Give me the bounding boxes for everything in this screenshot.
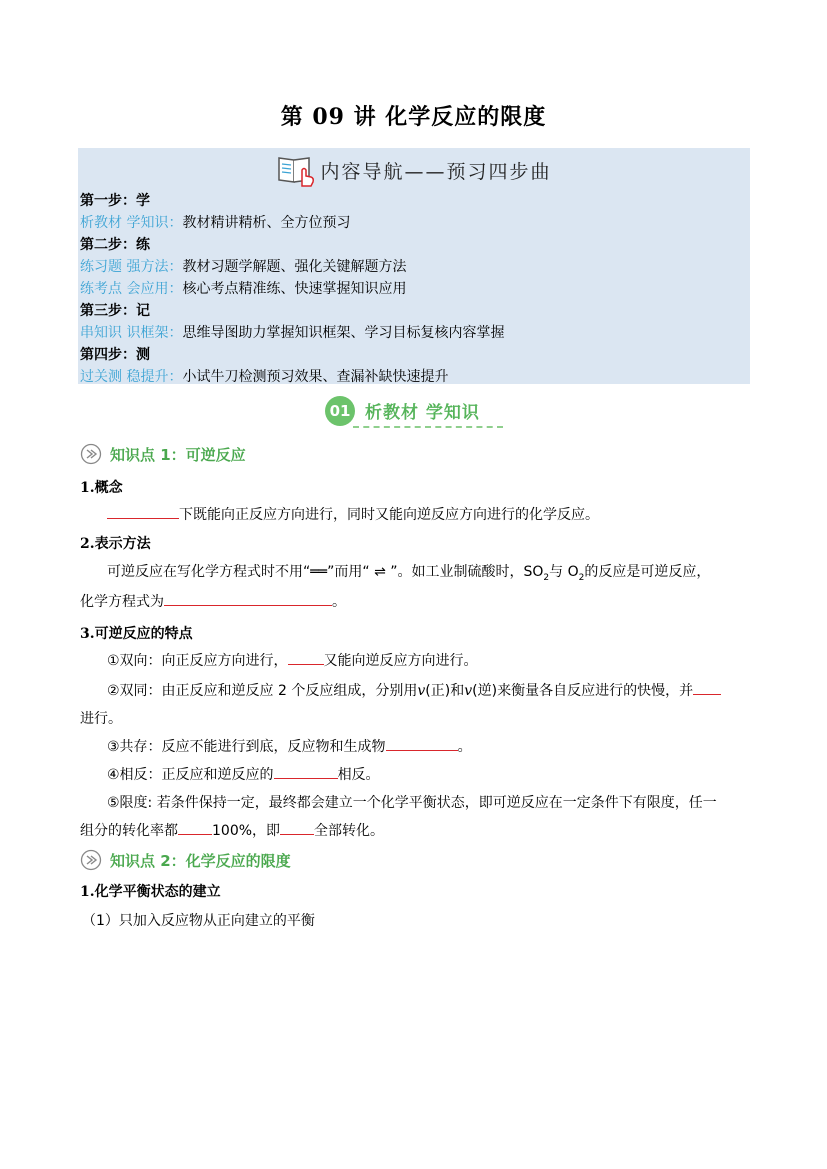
paragraph-text: 与 O	[549, 564, 579, 580]
nav-item	[80, 256, 504, 278]
paragraph-text: 化学方程式为	[80, 594, 164, 610]
paragraph-text: 又能向逆反应方向进行。	[323, 653, 478, 669]
concept-paragraph	[107, 504, 599, 524]
knowledge-point-title: 知识点 1：可逆反应	[110, 445, 246, 464]
paragraph-text: ④相反：正反应和逆反应的	[107, 767, 274, 783]
paragraph-text: 组分的转化率都	[80, 823, 178, 839]
paragraph-text: 下既能向正反应方向进行，同时又能向逆反应方向进行的化学反应。	[179, 507, 599, 523]
notation-paragraph	[107, 561, 710, 583]
nav-item-text: 思维导图助力掌握知识框架、学习目标复核内容掌握	[182, 325, 505, 341]
section-number: 01	[325, 396, 355, 426]
fill-blank[interactable]	[274, 764, 338, 779]
feature-3	[107, 736, 472, 756]
nav-item-text: 教材精讲精析、全方位预习	[182, 215, 351, 231]
section-label: 析教材 学知识	[365, 403, 480, 423]
italic-v: v	[417, 683, 426, 699]
step-label: 第三步：记	[80, 303, 150, 319]
section-underline	[353, 426, 503, 428]
paragraph-text: 。	[332, 594, 346, 610]
equilibrium-paragraph: （1）只加入反应物从正向建立的平衡	[82, 913, 315, 929]
subscript: 2	[578, 572, 585, 583]
paragraph-text: 全部转化。	[314, 823, 385, 839]
paragraph-text: 100%，即	[212, 823, 281, 839]
knowledge-point-2-heading	[80, 847, 291, 873]
step-label: 第四步：测	[80, 347, 150, 363]
paragraph-text: ③共存：反应不能进行到底，反应物和生成物	[107, 739, 386, 755]
fill-blank[interactable]	[280, 820, 314, 835]
paragraph-text: (正)和	[425, 683, 465, 699]
nav-item	[80, 322, 504, 344]
knowledge-point-title: 知识点 2：化学反应的限度	[110, 851, 291, 870]
heading-features: 3.可逆反应的特点	[80, 626, 193, 642]
nav-item	[80, 366, 504, 388]
chevron-circle-icon	[80, 849, 102, 871]
paragraph-text: 相反。	[337, 767, 380, 783]
nav-rows	[80, 190, 504, 388]
heading-notation: 2.表示方法	[80, 536, 151, 552]
content-navigation-box	[78, 148, 750, 384]
nav-item-label: 练考点 会应用：	[80, 281, 183, 297]
feature-5: ⑤限度: 若条件保持一定，最终都会建立一个化学平衡状态，即可逆反应在一定条件下有限度，任一	[107, 795, 717, 811]
feature-2-cont: 进行。	[80, 711, 122, 727]
fill-blank[interactable]	[693, 680, 721, 695]
paragraph-text: 可逆反应在写化学方程式时不用“══”而用“ ⇌ ”。如工业制硫酸时，SO	[107, 564, 544, 580]
nav-item	[80, 212, 504, 234]
nav-item-label: 练习题 强方法：	[80, 259, 183, 275]
nav-step-4	[80, 344, 504, 366]
equation-paragraph	[80, 591, 346, 611]
nav-item-label: 串知识 识框架：	[80, 325, 183, 341]
fill-blank[interactable]	[164, 591, 332, 606]
nav-step-3	[80, 300, 504, 322]
nav-item-text: 核心考点精准练、快速掌握知识应用	[182, 281, 407, 297]
fill-blank[interactable]	[178, 820, 212, 835]
feature-4	[107, 764, 380, 784]
feature-1	[107, 650, 478, 670]
feature-2	[107, 680, 721, 700]
heading-concept: 1.概念	[80, 480, 123, 496]
fill-blank[interactable]	[288, 650, 324, 665]
nav-heading: 内容导航——预习四步曲	[320, 160, 552, 183]
book-touch-icon	[276, 152, 316, 188]
section-badge	[325, 396, 505, 430]
page-title: 第 09 讲 化学反应的限度	[280, 104, 547, 130]
fill-blank[interactable]	[107, 504, 179, 519]
nav-item-label: 过关测 稳提升：	[80, 369, 183, 385]
subscript: 2	[543, 572, 550, 583]
nav-step-2	[80, 234, 504, 256]
heading-equilibrium: 1.化学平衡状态的建立	[80, 884, 221, 900]
paragraph-text: 。	[457, 739, 472, 755]
step-label: 第一步：学	[80, 193, 150, 209]
paragraph-text: (逆)来衡量各自反应进行的快慢，并	[472, 683, 694, 699]
paragraph-text: ①双向：向正反应方向进行，	[107, 653, 288, 669]
nav-header	[78, 152, 750, 190]
fill-blank[interactable]	[386, 736, 458, 751]
nav-item-text: 小试牛刀检测预习效果、查漏补缺快速提升	[182, 369, 449, 385]
paragraph-text: 的反应是可逆反应，	[584, 564, 711, 580]
nav-step-1	[80, 190, 504, 212]
nav-item	[80, 278, 504, 300]
nav-item-text: 教材习题学解题、强化关键解题方法	[182, 259, 407, 275]
chevron-circle-icon	[80, 443, 102, 465]
step-label: 第二步：练	[80, 237, 150, 253]
italic-v: v	[464, 683, 473, 699]
knowledge-point-1-heading	[80, 441, 246, 467]
paragraph-text: ②双同：由正反应和逆反应 2 个反应组成，分别用	[107, 683, 418, 699]
nav-item-label: 析教材 学知识：	[80, 215, 183, 231]
feature-5-cont	[80, 820, 384, 840]
